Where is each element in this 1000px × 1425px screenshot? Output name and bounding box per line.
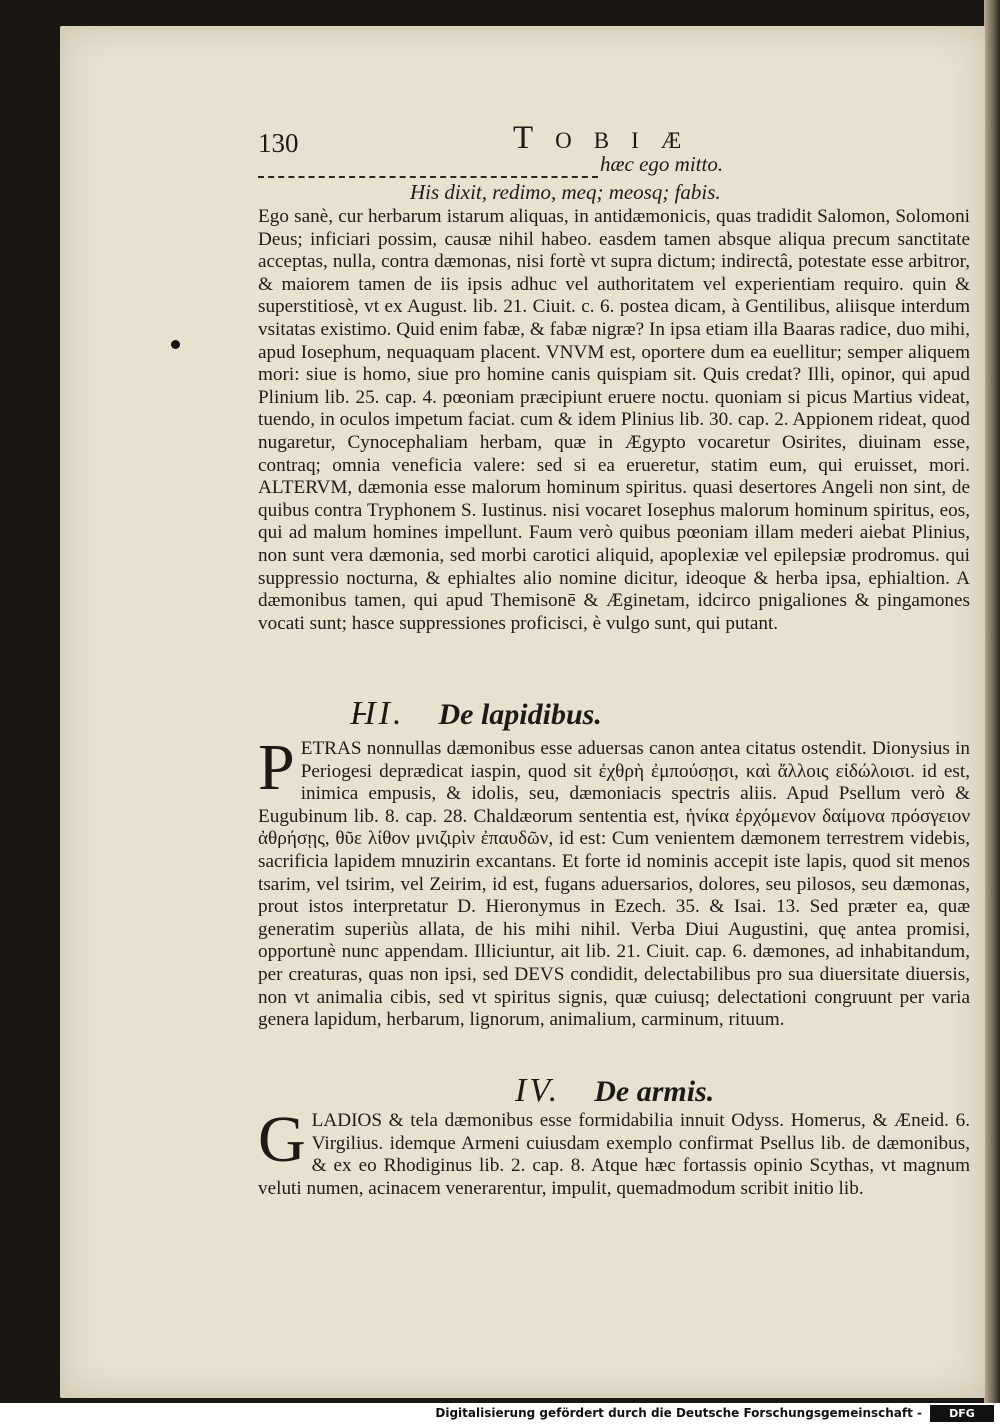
section-4-paragraph [258,1103,970,1200]
section-4-text: LADIOS & tela dæmonibus esse formidabilia innuit Odyss. Homerus, & Æneid. 6. Virgilius. idemque Armeni cuiusdam exemplo confirmat Psellus lib. de dæmonibus, & ex eo Rhodiginus lib. 2. cap. 8. Atque hæc fortassis opinio Scythas, vt magnum veluti numen, acinacem venerarentur, impulit, quemadmodum scribit initio lib. [258,1110,970,1199]
verse-line-2: His dixit, redimo, meq; meosq; fabis. [410,180,721,204]
section-4-number: IV. [515,1072,561,1109]
paragraph-1-block [258,206,970,635]
dfg-logo: DFG [930,1405,994,1422]
running-title: Tobiæ [513,120,704,156]
section-3-dropcap: P [258,731,295,804]
section-3-heading [350,695,602,733]
page-number: 130 [258,128,299,158]
section-4-dropcap: G [258,1103,306,1176]
footer-credit: Digitalisierung gefördert durch die Deutsche Forschungsgemeinschaft - [435,1406,922,1420]
page-edge [984,0,1000,1403]
section-4-block [258,1103,970,1200]
section-3-number: III. [350,695,405,732]
paragraph-1: Ego sanè, cur herbarum istarum aliquas, in antidæmonicis, quas tradidit Salomon, Solomoni Deus; inficiari possim, causæ nihil habeo. easdem tamen absque aliqua precum sanctitate acceptas, nulla, contra dæmonas, nisi fortè vt supra dictum; indirectâ, potestate esse arbitror, & maiorem tamen de iis ipsis adhuc vel authoritatem vel experientiam requiro. quin & superstitiosè, vt ex August. lib. 21. Ciuit. c. 6. postea dicam, à Gentilibus, aliisque interdum vsitatas existimo. Quid enim fabæ, & fabæ nigræ? In ipsa etiam illa Baaras radice, duo mihi, apud Iosephum, nequaquam placent. VNVM est, oportere dum ea euellitur; semper aliquem mori: siue is homo, siue pro homine canis quispiam sit. Quis credat? Illi, opinor, qui apud Plinium lib. 25. cap. 4. pœoniam præcipiunt eruere noctu. quoniam si picus Martius videat, tuendo, in oculos impetum faciat. cum & idem Plinius lib. 30. cap. 2. Appionem rideat, quod nugaretur, Cynocephaliam herbam, quæ in Ægypto vocaretur Osirites, diuinam esse, contraq; omnia veneficia valere: sed si ea erueretur, statim eum, qui eruisset, mori. ALTERVM, dæmonia esse malorum hominum spiritus. quasi desertores Angeli non sint, de quibus contra Tryphonem S. Iustinus. nisi vocaret Iosephus malorum hominum spiritus, eos, qui ad malum homines impellunt. Faum verò quibus pœoniam illam mederi aiebat Plinius, non sunt vera dæmonia, sed morbi carotici aliquid, apoplexiæ vel epilepsiæ prodromus. qui suppressio nocturna, & ephialtes alio nomine dicitur, ideoque & herba ipsa, ephialtion. A dæmonibus tamen, qui apud Themisonē & Æginetam, idcirco pnigaliones & pingamones vocati sunt; hasce suppressiones proficisci, è vulgo sunt, qui putant. [258,206,970,634]
section-3-title: De lapidibus. [438,698,602,731]
section-3-block [258,731,970,1032]
section-3-paragraph [258,731,970,1032]
verse-line-1: hæc ego mitto. [600,152,724,176]
section-4-title: De armis. [594,1075,715,1108]
footer-bar [0,1403,1000,1425]
section-3-text: ETRAS nonnullas dæmonibus esse aduersas canon antea citatus ostendit. Dionysius in Periogesi deprædicat iaspin, quod sit ἐχθρὴ ἐμπούσῃσι, καὶ ἄλλοις εἰδώλοισι. id est, inimica empusis, & idolis, seu, dæmoniacis spectris aliis. Apud Psellum verò & Eugubinum lib. 8. cap. 28. Chaldæorum sententia est, ἡνίκα ἐρχόμενον δαίμονα πρόσγειον ἀθρήσῃς, θῦε λίθον μνιζιρὶν ἐπαυδῶν, id est: Cum venientem dæmonem terrestrem videbis, sacrificia lapidem mnuzirin excantans. Et forte id nominis accepit iste lapis, quod sit menos tsarim, vel tsirim, vel Zeirim, id est, fugans aduersarios, dolores, seu pilosos, seu dæmonas, prout istos interpretatur D. Hieronymus in Ezech. 35. & Isai. 13. Sed præter ea, quæ generatim superiùs allata, de his mihi nihil. Verba Diui Augustini, quę antea promisi, opportunè nunc appendam. Illiciuntur, ait lib. 21. Ciuit. cap. 6. dæmones, ad inhabitandum, per creaturas, quas non ipsi, sed DEVS condidit, delectabilibus pro sua diuersitate diuersis, non vt animalia cibis, sed vt spiritus signis, quæ cuiusq; delectationi congruunt per varia genera lapidum, herbarum, lignorum, animalium, carminum, rituum. [258,738,970,1031]
section-4-heading [515,1072,714,1110]
binding-hole [171,340,180,349]
